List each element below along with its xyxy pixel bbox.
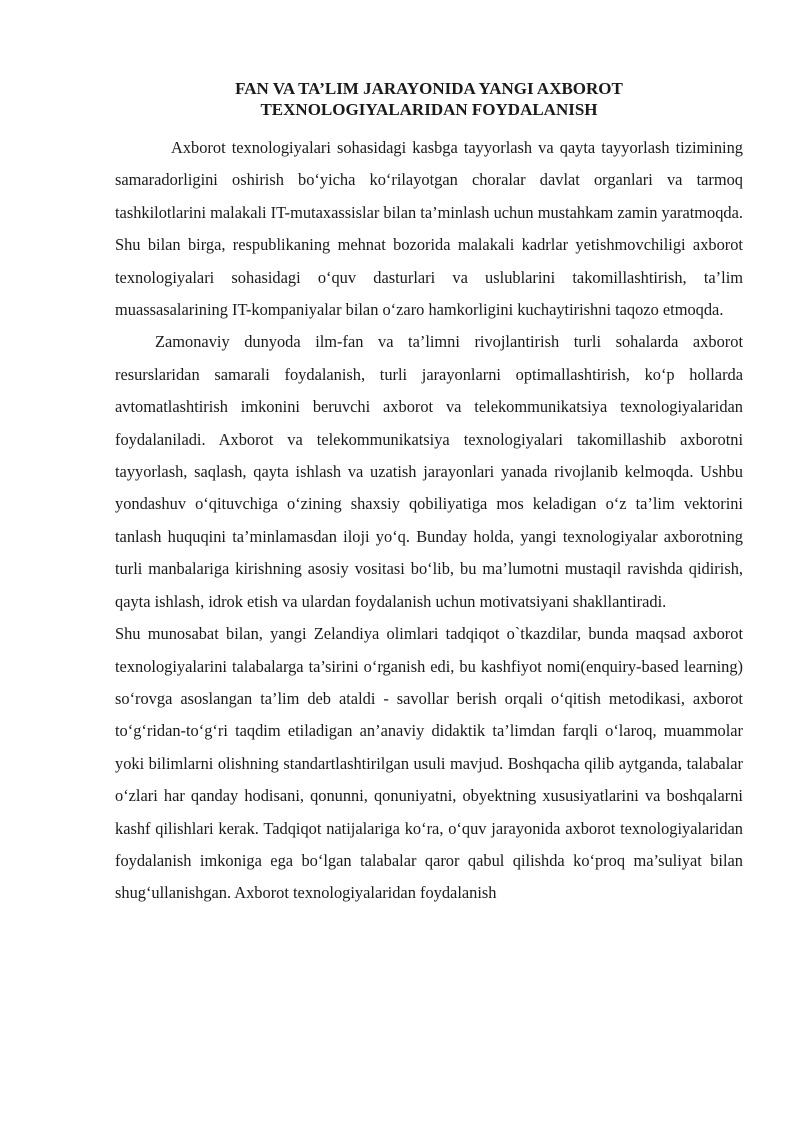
- paragraph-3: Zamonaviy dunyoda ilm-fan va ta’limni rivojlantirish turli sohalarda axborot resurslaridan samarali foydalanish, turli jarayonlarni optimallashtirish, ko‘p hollarda avtomatlashtirish imkonini beruvchi axborot va telekommunikatsiya texnologiyalaridan foydalaniladi. Axborot va telekommunikatsiya texnologiyalari takomillashib axborotni tayyorlash, saqlash, qayta ishlash va uzatish jarayonlari yanada rivojlanib kelmoqda. Ushbu yondashuv o‘qituvchiga o‘zining shaxsiy qobiliyatiga mos keladigan o‘z ta’lim vektorini tanlash huquqini ta’minlamasdan iloji yo‘q. Bunday holda, yangi texnologiyalar axborotning turli manbalariga kirishning asosiy vositasi bo‘lib, bu ma’lumotni mustaqil ravishda qidirish, qayta ishlash, idrok etish va ulardan foydalanish uchun motivatsiyani shakllantiradi.: [115, 332, 743, 611]
- paragraph-4: Shu munosabat bilan, yangi Zelandiya olimlari tadqiqot o`tkazdilar, bunda maqsad axborot texnologiyalarini talabalarga ta’sirini o‘rganish edi, bu kashfiyot nomi(enquiry-based learning) so‘rovga asoslangan ta’lim deb ataldi - savollar berish orqali o‘qitish metodikasi, axborot to‘g‘ridan-to‘g‘ri taqdim etiladigan an’anaviy didaktik ta’limdan farqli o‘laroq, muammolar yoki bilimlarni olishning standartlashtirilgan usuli mavjud. Boshqacha qilib aytganda, talabalar o‘zlari har qanday hodisani, qonunni, qonuniyatni, obyektning xususiyatlarini va boshqalarni kashf qilishlari kerak. Tadqiqot natijalariga ko‘ra, o‘quv jarayonida axborot texnologiyalaridan foydalanish imkoniga ega bo‘lgan talabalar qaror qabul qilishda ko‘proq ma’suliyat bilan shug‘ullanishgan. Axborot texnologiyalaridan foydalanish: [115, 624, 743, 903]
- title-line-2: TEXNOLOGIYALARIDAN FOYDALANISH: [260, 100, 598, 119]
- paragraph-2: Shu bilan birga, respublikaning mehnat bozorida malakali kadrlar yetishmovchiligi axborot texnologiyalari sohasidagi o‘quv dasturlari va uslublarini takomillashtirish, ta’lim muassasalarining IT-kompaniyalar bilan o‘zaro hamkorligini kuchaytirishni taqozo etmoqda.: [115, 235, 743, 320]
- title-line-1: FAN VA TA’LIM JARAYONIDA YANGI AXBOROT: [235, 79, 623, 98]
- document-page: [115, 78, 743, 910]
- document-title: [115, 78, 743, 120]
- paragraph-1: Axborot texnologiyalari sohasidagi kasbga tayyorlash va qayta tayyorlash tizimining samaradorligini oshirish bo‘yicha ko‘rilayotgan choralar davlat organlari va tarmoq tashkilotlarini malakali IT-mutaxassislar bilan ta’minlash uchun mustahkam zamin yaratmoqda.: [115, 138, 743, 222]
